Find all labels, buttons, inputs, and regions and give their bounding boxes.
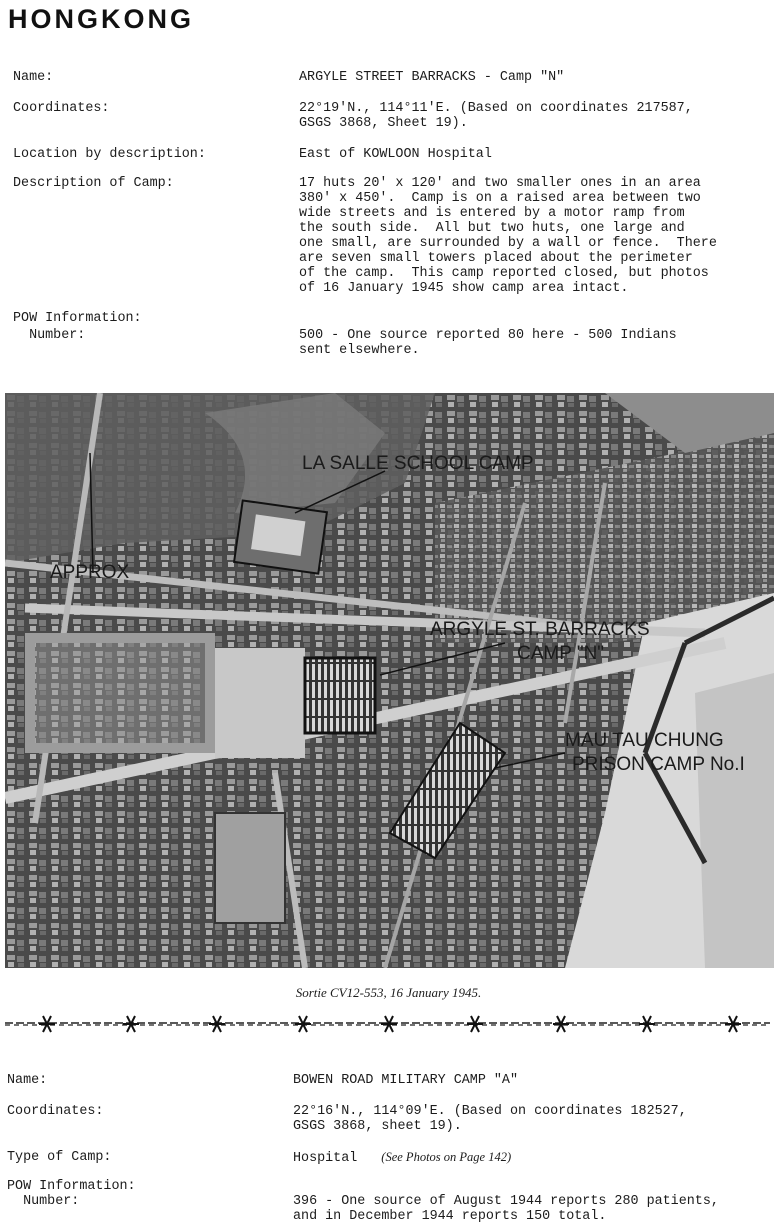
field-label: POW Information:	[7, 1179, 136, 1194]
field-label: Description of Camp:	[13, 176, 174, 191]
label-camp-n: CAMP "N"	[517, 643, 605, 664]
page-heading: HONGKONG	[8, 4, 194, 34]
description-value: 17 huts 20' x 120' and two smaller ones in an area 380' x 450'. Camp is on a raised area between two wide streets and is entered by a motor ramp from the south side. All but two huts, one large and one small, are surrounded by a wall or fence. There are seven small towers placed about the perimeter of the camp. This camp reported closed, but photos of 16 January 1945 show camp area intact.	[299, 176, 717, 296]
label-mau-tau-chung: MAU TAU CHUNG	[565, 730, 724, 751]
number-value: 500 - One source reported 80 here - 500 Indians sent elsewhere.	[299, 328, 677, 358]
coordinates-value: 22°16'N., 114°09'E. (Based on coordinates 182527, GSGS 3868, sheet 19).	[293, 1104, 687, 1134]
field-label: POW Information:	[13, 311, 142, 326]
camp-name: BOWEN ROAD MILITARY CAMP "A"	[293, 1073, 518, 1088]
field-label: Name:	[13, 70, 54, 85]
location-value: East of KOWLOON Hospital	[299, 147, 492, 162]
coordinates-value: 22°19'N., 114°11'E. (Based on coordinates 217587, GSGS 3868, Sheet 19).	[299, 101, 693, 131]
photo-caption: Sortie CV12-553, 16 January 1945.	[295, 985, 482, 1000]
number-value: 396 - One source of August 1944 reports 280 patients, and in December 1944 reports 150 total.	[293, 1194, 719, 1224]
field-label: Number:	[13, 328, 86, 343]
label-approx: APPROX	[50, 562, 130, 583]
label-prison-camp-no1: PRISON CAMP No.I	[572, 754, 745, 775]
field-label: Number:	[7, 1194, 80, 1209]
see-photos-note: (See Photos on Page 142)	[381, 1150, 512, 1164]
barbed-wire-divider	[5, 1012, 770, 1036]
field-label: Type of Camp:	[7, 1150, 112, 1165]
type-text: Hospital	[293, 1151, 358, 1166]
label-argyle-barracks: ARGYLE ST. BARRACKS	[430, 619, 650, 640]
type-value	[293, 1150, 511, 1166]
aerial-photograph	[5, 393, 774, 968]
aerial-photo-drawing	[5, 393, 774, 968]
field-label: Name:	[7, 1073, 48, 1088]
field-label: Location by description:	[13, 147, 206, 162]
label-la-salle-school-camp: LA SALLE SCHOOL CAMP	[302, 453, 534, 474]
camp-name: ARGYLE STREET BARRACKS - Camp "N"	[299, 70, 565, 85]
field-label: Coordinates:	[7, 1104, 104, 1119]
field-label: Coordinates:	[13, 101, 110, 116]
